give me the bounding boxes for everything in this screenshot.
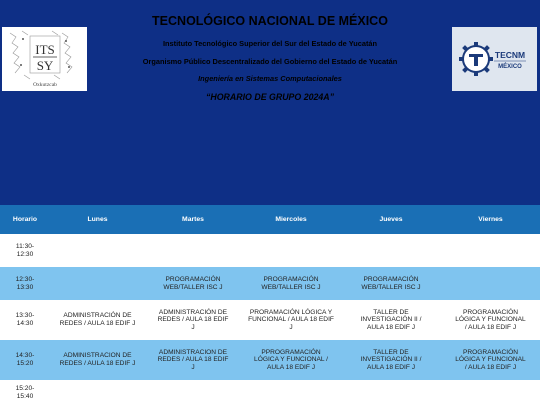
column-header-lunes: Lunes: [87, 215, 108, 223]
schedule-cell: [145, 234, 241, 267]
column-header-horario: Horario: [12, 215, 38, 223]
time-cell: 15:20- 15:40: [15, 384, 35, 400]
page-title: TECNOLÓGICO NACIONAL DE MÉXICO: [152, 14, 388, 28]
organism-name: Organismo Público Descentralizado del Gobierno del Estado de Yucatán: [142, 57, 398, 66]
schedule-cell: ADMINISTRACIÓN DE REDES / AULA 18 EDIF J: [59, 312, 136, 327]
schedule-cell: [241, 234, 341, 267]
schedule-cell: [341, 380, 441, 405]
column-header-jueves: Jueves: [379, 215, 403, 223]
schedule-cell: PROGRAMACIÓN WEB/TALLER ISC J: [361, 275, 421, 291]
table-row: [0, 234, 540, 267]
time-cell: 14:30- 15:20: [15, 352, 35, 367]
table-row: [0, 380, 540, 405]
schedule-cell: [441, 380, 540, 405]
time-cell: 12:30- 13:30: [15, 275, 35, 291]
schedule-cell: PRORAMACIÓN LÓGICA Y FUNCIONAL / AULA 18 EDIF J: [248, 308, 334, 331]
schedule-cell: [145, 380, 241, 405]
schedule-cell: ADMINISTRACION DE REDES / AULA 18 EDIF J: [157, 348, 229, 371]
career-name: Ingeniería en Sistemas Computacionales: [198, 74, 342, 83]
tecnm-logo-title: TECNM: [494, 50, 526, 60]
schedule-cell: [341, 234, 441, 267]
table-row: [0, 340, 540, 380]
table-row: [0, 300, 540, 340]
schedule-cell: PPROGRAMACIÓN LÓGICA Y FUNCIONAL / AULA 18 EDIF J: [254, 348, 328, 371]
time-cell: 11:30- 12:30: [15, 242, 35, 258]
itssy-logo-caption: Oxkutzcab: [33, 82, 57, 88]
schedule-cell: ADMINISTRACION DE REDES / AULA 18 EDIF J: [59, 352, 136, 367]
itssy-logo-bottom: SY: [36, 58, 54, 73]
schedule-cell: TALLER DE INVESTIGACIÓN II / AULA 18 EDIF J: [360, 348, 422, 371]
table-row: [0, 267, 540, 300]
institute-name: Instituto Tecnológico Superior del Sur del Estado de Yucatán: [162, 39, 378, 48]
schedule-cell: [441, 234, 540, 267]
schedule-cell: ADMINISTRACIÓN DE REDES / AULA 18 EDIF J: [157, 308, 229, 331]
schedule-cell: [50, 267, 145, 300]
itssy-logo: [2, 27, 87, 91]
schedule-table: [0, 205, 540, 405]
schedule-cell: PROGRAMACIÓN LÓGICA Y FUNCIONAL / AULA 18 EDIF J: [455, 308, 526, 331]
column-header-viernes: Viernes: [478, 215, 503, 223]
tecnm-logo: [452, 27, 537, 91]
tecnm-logo-subtitle: MÉXICO: [498, 64, 522, 70]
schedule-cell: TALLER DE INVESTIGACIÓN II / AULA 18 EDIF J: [360, 308, 422, 331]
time-cell: 13:30- 14:30: [15, 312, 35, 327]
itssy-logo-top: ITS: [35, 42, 55, 57]
schedule-cell: PROGRAMACIÓN LÓGICA Y FUNCIONAL / AULA 18 EDIF J: [455, 348, 526, 371]
schedule-cell: [441, 267, 540, 300]
table-header-row: [0, 205, 540, 234]
schedule-title: “HORARIO DE GRUPO 2024A”: [205, 92, 335, 102]
schedule-cell: PROGRAMACIÓN WEB/TALLER ISC J: [261, 275, 321, 291]
column-header-miercoles: Miercoles: [275, 215, 307, 223]
schedule-cell: [241, 380, 341, 405]
tecnm-logo-graphic: [452, 27, 537, 91]
itssy-logo-graphic: [2, 27, 87, 91]
schedule-cell: [50, 380, 145, 405]
column-header-martes: Martes: [182, 215, 204, 223]
schedule-cell: [50, 234, 145, 267]
schedule-cell: PROGRAMACIÓN WEB/TALLER ISC J: [163, 275, 223, 291]
